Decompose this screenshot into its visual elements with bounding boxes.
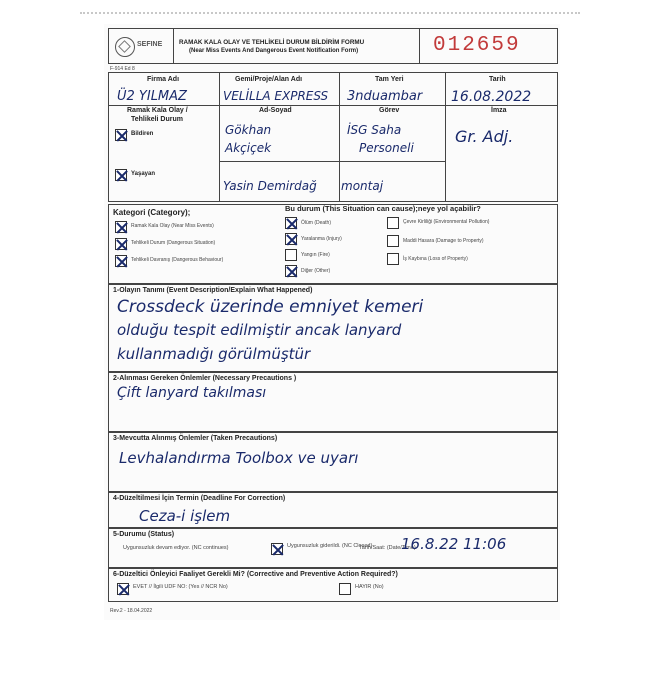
form-title: RAMAK KALA OLAY VE TEHLİKELİ DURUM BİLDİRİM FORMU <box>179 39 365 46</box>
cause-pollution-checkbox[interactable] <box>387 217 399 229</box>
category-item: Tehlikeli Durum (Dangerous Situation) <box>131 240 216 246</box>
ramak-label: Ramak Kala Olay / <box>127 107 188 114</box>
corrective-yes-checkbox[interactable] <box>117 583 129 595</box>
corrective-no-label: HAYIR (No) <box>355 584 384 590</box>
section-taken-precautions <box>108 432 558 492</box>
status-date-label: Tarih/Saat: (Date/Time) <box>359 545 416 551</box>
status-date-value: 16.8.22 11:06 <box>401 535 507 553</box>
taken-precautions-value: Levhalandırma Toolbox ve uyarı <box>119 449 359 467</box>
notification-form <box>104 24 560 620</box>
yer-value: 3nduambar <box>347 89 423 104</box>
gorev-label: Görev <box>379 107 400 114</box>
category-label: Kategori (Category); <box>113 208 191 217</box>
gemi-label: Gemi/Proje/Alan Adı <box>235 76 303 83</box>
section-deadline <box>108 492 558 528</box>
status-closed-checkbox[interactable] <box>271 543 283 555</box>
section-1-label: 1-Olayın Tanımı (Event Description/Explain What Happened) <box>113 287 313 294</box>
category-section <box>108 204 558 284</box>
event-line-2: olduğu tespit edilmiştir ancak lanyard <box>117 321 402 339</box>
event-line-1: Crossdeck üzerinde emniyet kemeri <box>117 297 424 317</box>
adsoyad-label: Ad-Soyad <box>259 107 292 114</box>
gorev-value-2: Personeli <box>359 141 414 155</box>
form-number: 012659 <box>433 34 521 57</box>
gorev-value-1: İSG Saha <box>347 123 402 137</box>
tarih-value: 16.08.2022 <box>451 89 532 105</box>
section-event-description <box>108 284 558 372</box>
situation-label: Bu durum (This Situation can cause);neye yol açabilir? <box>285 204 481 213</box>
category-item: Tehlikeli Davranış (Dangerous Behaviour) <box>131 257 224 263</box>
sefine-logo-icon <box>115 37 135 57</box>
section-6-label: 6-Düzeltici Önleyici Faaliyet Gerekli Mi? (Corrective and Preventive Action Required?) <box>113 571 398 578</box>
cause-item: Yangın (Fire) <box>301 252 330 258</box>
category-dangerous-behaviour-checkbox[interactable] <box>115 255 127 267</box>
cause-injury-checkbox[interactable] <box>285 233 297 245</box>
cause-loss-checkbox[interactable] <box>387 253 399 265</box>
tehlikeli-label: Tehlikeli Durum <box>131 116 183 123</box>
firma-label: Firma Adı <box>147 76 180 83</box>
gemi-value: VELİLLA EXPRESS <box>223 89 329 103</box>
section-4-label: 4-Düzeltilmesi İçin Termin (Deadline For Correction) <box>113 495 286 502</box>
cause-damage-checkbox[interactable] <box>387 235 399 247</box>
revision-footer: Rev.2 - 18.04.2022 <box>110 608 153 614</box>
section-status <box>108 528 558 568</box>
yasayan-checkbox[interactable] <box>115 169 127 181</box>
yer-label: Tam Yeri <box>375 76 404 83</box>
section-2-label: 2-Alınması Gereken Önlemler (Necessary Precautions ) <box>113 375 297 382</box>
section-5-label: 5-Durumu (Status) <box>113 531 175 538</box>
perforation-line <box>80 12 580 14</box>
section-3-label: 3-Mevcutta Alınmış Önlemler (Taken Precautions) <box>113 435 278 442</box>
category-dangerous-situation-checkbox[interactable] <box>115 238 127 250</box>
deadline-value: Ceza-i işlem <box>139 507 231 525</box>
firma-value: Ü2 YILMAZ <box>117 89 187 104</box>
cause-item: Ölüm (Death) <box>301 220 332 226</box>
imza-label: İmza <box>491 107 507 114</box>
form-subtitle: (Near Miss Events And Dangerous Event Notification Form) <box>189 48 359 54</box>
cause-death-checkbox[interactable] <box>285 217 297 229</box>
info-grid <box>108 72 558 202</box>
category-near-miss-checkbox[interactable] <box>115 221 127 233</box>
logo-text: SEFINE <box>137 41 163 48</box>
event-line-3: kullanmadığı görülmüştür <box>117 345 311 363</box>
corrective-no-checkbox[interactable] <box>339 583 351 595</box>
category-item: Ramak Kala Olay (Near Miss Events) <box>131 223 214 229</box>
section-corrective-action <box>108 568 558 602</box>
signature: Gr. Adj. <box>455 127 514 146</box>
cause-item: Çevre Kirliliği (Environmental Pollution) <box>403 219 490 225</box>
status-open-label: Uygunsuzluk devam ediyor. (NC continues) <box>123 545 229 551</box>
corrective-yes-label: EVET // İlgili UDF NO: (Yes // NCR No) <box>133 584 228 590</box>
status-closed-label: Uygunsuzluk giderildi. (NC Closed) <box>287 543 373 549</box>
section-precautions <box>108 372 558 432</box>
adsoyad-value-2: Akçiçek <box>225 141 272 155</box>
form-header <box>108 28 558 64</box>
tarih-label: Tarih <box>489 76 506 83</box>
adsoyad-value-1: Gökhan <box>225 123 272 137</box>
bildiren-checkbox[interactable] <box>115 129 127 141</box>
cause-item: Maddi Hasara (Damage to Property) <box>403 238 484 244</box>
form-code: F-914 Ed 8 <box>110 66 135 72</box>
cause-fire-checkbox[interactable] <box>285 249 297 261</box>
yasayan-label: Yaşayan <box>131 171 156 177</box>
cause-other-checkbox[interactable] <box>285 265 297 277</box>
cause-item: Diğer (Other) <box>301 268 331 274</box>
cause-item: İş Kaybına (Loss of Property) <box>403 256 468 262</box>
adsoyad-value-3: Yasin Demirdağ <box>223 179 317 193</box>
gorev-value-3: montaj <box>341 179 384 193</box>
cause-item: Yaralanma (Injury) <box>301 236 342 242</box>
precautions-value: Çift lanyard takılması <box>117 385 267 401</box>
bildiren-label: Bildiren <box>131 131 154 137</box>
